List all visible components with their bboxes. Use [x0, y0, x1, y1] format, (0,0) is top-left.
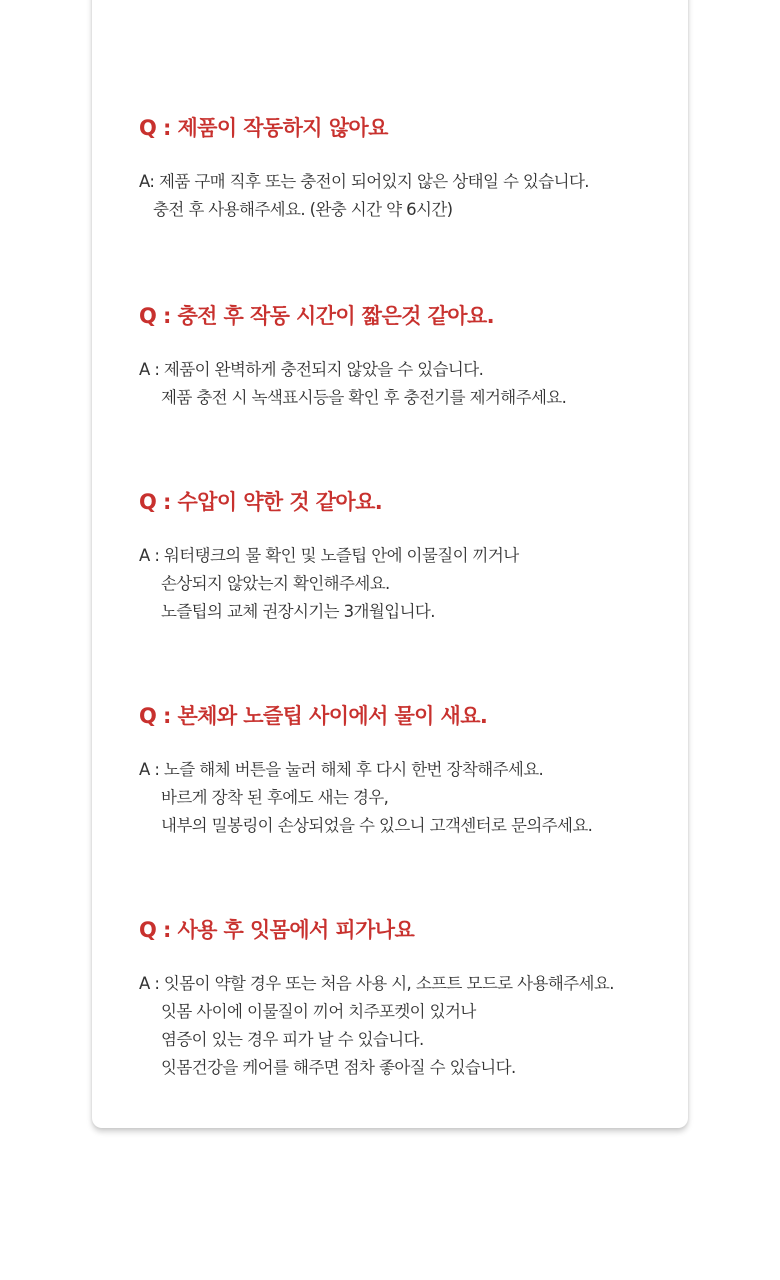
- answer-line: A : 잇몸이 약할 경우 또는 처음 사용 시, 소프트 모드로 사용해주세요.: [139, 974, 614, 993]
- answer-line: A : 노즐 해체 버튼을 눌러 해체 후 다시 한번 장착해주세요.: [139, 760, 544, 779]
- answer-line: 손상되지 않았는지 확인해주세요.: [161, 574, 390, 593]
- answer-line: 바르게 장착 된 후에도 새는 경우,: [161, 788, 389, 807]
- answer-line: A : 워터탱크의 물 확인 및 노즐팁 안에 이물질이 끼거나: [139, 546, 519, 565]
- faq-question: Q : 본체와 노즐팁 사이에서 물이 새요.: [139, 704, 488, 728]
- faq-item-short-runtime: [139, 302, 679, 412]
- faq-item-weak-pressure: [139, 488, 679, 626]
- answer-line: 노즐팁의 교체 권장시기는 3개월입니다.: [161, 602, 435, 621]
- answer-line: 잇몸건강을 케어를 해주면 점차 좋아질 수 있습니다.: [161, 1058, 516, 1077]
- faq-answer: [139, 756, 679, 840]
- faq-question: Q : 수압이 약한 것 같아요.: [139, 490, 383, 514]
- answer-line: 제품 충전 시 녹색표시등을 확인 후 충전기를 제거해주세요.: [161, 388, 567, 407]
- answer-line: A : 제품이 완벽하게 충전되지 않았을 수 있습니다.: [139, 360, 484, 379]
- faq-question: Q : 제품이 작동하지 않아요: [139, 116, 388, 140]
- answer-line: 충전 후 사용해주세요. (완충 시간 약 6시간): [153, 200, 453, 219]
- faq-question: Q : 사용 후 잇몸에서 피가나요: [139, 918, 415, 942]
- faq-answer: [139, 542, 679, 626]
- faq-item-gum-bleeding: [139, 916, 679, 1082]
- answer-line: A: 제품 구매 직후 또는 충전이 되어있지 않은 상태일 수 있습니다.: [139, 172, 589, 191]
- answer-line: 잇몸 사이에 이물질이 끼어 치주포켓이 있거나: [161, 1002, 476, 1021]
- faq-answer: [139, 168, 679, 224]
- faq-card: [92, 0, 688, 1128]
- faq-answer: [139, 356, 679, 412]
- faq-question: Q : 충전 후 작동 시간이 짧은것 같아요.: [139, 304, 495, 328]
- faq-item-water-leak: [139, 702, 679, 840]
- answer-line: 내부의 밀봉링이 손상되었을 수 있으니 고객센터로 문의주세요.: [161, 816, 593, 835]
- faq-answer: [139, 970, 679, 1082]
- answer-line: 염증이 있는 경우 피가 날 수 있습니다.: [161, 1030, 424, 1049]
- faq-item-not-working: [139, 114, 679, 224]
